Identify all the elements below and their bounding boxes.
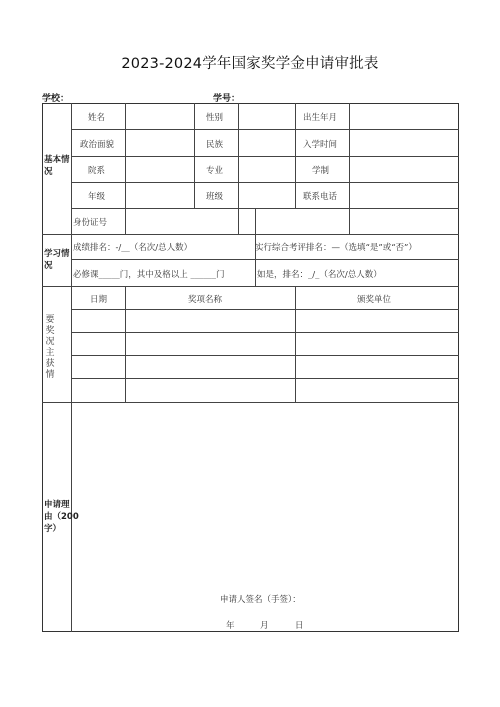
grade-label: 年级 (88, 192, 106, 202)
row-line (71, 182, 459, 183)
enrollment-date-label: 入学时间 (303, 140, 338, 150)
col-line (295, 286, 296, 402)
row-line (71, 309, 459, 310)
row-line (42, 286, 459, 287)
row-line (71, 332, 459, 333)
school-label: 学校： (42, 94, 70, 104)
col-line (125, 286, 126, 402)
row-line (42, 402, 459, 403)
col-line (238, 103, 239, 234)
study-section-label: 学习情 况 (44, 249, 70, 271)
basic-info-section-label: 基本情 况 (44, 155, 70, 177)
col-line (255, 208, 256, 234)
row-line (71, 378, 459, 379)
col-line (194, 103, 195, 208)
program-length-label: 学制 (312, 166, 330, 176)
gender-label: 性别 (206, 113, 224, 123)
ethnicity-label: 民族 (206, 140, 224, 150)
major-label: 专业 (206, 166, 224, 176)
award-issuer-header: 颁奖单位 (357, 295, 392, 305)
row-line (71, 129, 459, 130)
date-year-label: 年 (226, 621, 235, 631)
student-number-label: 学号： (213, 94, 241, 104)
reason-section-label: 申请理 由（200 字） (44, 500, 79, 534)
comprehensive-rank-text: 实行综合考评排名：—（选填“是”或“否”） (255, 243, 417, 253)
id-card-label: 身份证号 (73, 218, 108, 228)
awards-section-label: 要 奖 况 主 获 情 (45, 315, 55, 380)
name-label: 姓名 (88, 113, 106, 123)
applicant-signature-label: 申请人签名（手签）： (220, 595, 301, 605)
row-line (42, 234, 459, 235)
award-name-header: 奖项名称 (188, 295, 223, 305)
col-line (349, 103, 350, 234)
section-divider (71, 103, 72, 632)
row-line (71, 156, 459, 157)
required-courses-text: 必修课_____门，其中及格以上 ______门 (73, 270, 225, 280)
page-title: 2023-2024学年国家奖学金申请审批表 (121, 56, 379, 72)
col-line (125, 103, 126, 234)
date-day-label: 日 (295, 621, 304, 631)
department-label: 院系 (88, 166, 106, 176)
col-line (295, 103, 296, 208)
phone-label: 联系电话 (303, 192, 338, 202)
if-yes-rank-text: 如是，排名：_/_（名次/总人数） (257, 270, 382, 280)
row-line (71, 208, 459, 209)
row-line (71, 259, 459, 260)
row-line (71, 355, 459, 356)
date-month-label: 月 (260, 621, 269, 631)
grade-rank-text: 成绩排名：-/__（名次/总人数） (73, 243, 193, 253)
award-date-header: 日期 (90, 295, 108, 305)
birth-date-label: 出生年月 (303, 113, 338, 123)
political-status-label: 政治面貌 (80, 140, 115, 150)
class-label: 班级 (206, 192, 224, 202)
